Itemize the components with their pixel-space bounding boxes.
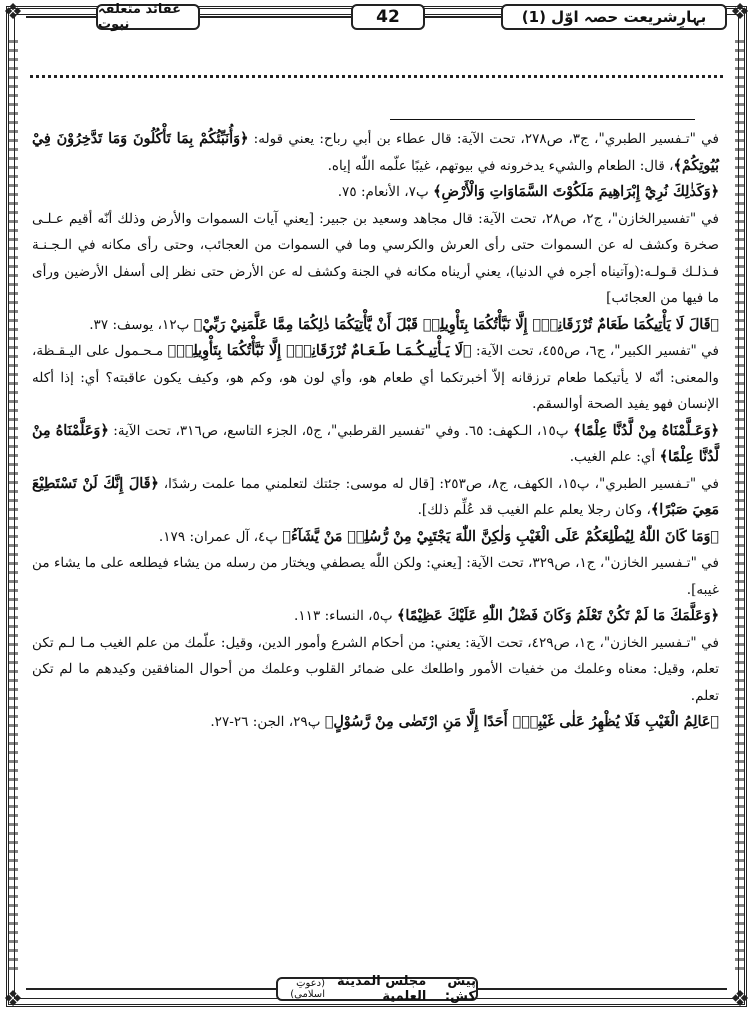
footnote-text: ، وكان رجلا يعلم علم الغيب قد عُلِّم ذلك]. xyxy=(417,502,651,518)
footnote-text: ، قال: الطعام والشيء يدخرونه في بيوتهم، غيبًا علّمه اللّٰه إياه. xyxy=(327,157,674,174)
book-title: بہارِشریعت حصہ اوّل (1) xyxy=(501,4,727,30)
left-border-ornament xyxy=(8,40,18,973)
footnote-paragraph xyxy=(32,179,719,206)
quran-verse: ﴿قَالَ لَا يَأْتِيكُمَا طَعَامٌ تُرْزَقَانِهٖٓ إِلَّا نَبَّأْتُكُمَا بِتَأْوِيلِهٖ قَبْلَ أَنْ يَّأْتِيَكُمَا ذٰلِكُمَا مِمَّا عَلَّمَنِيْ رَبِّيْ﴾ xyxy=(193,316,719,333)
footer-rule xyxy=(478,988,727,990)
quran-verse: ﴿وَعَلَّمَكَ مَا لَمْ تَكُنْ تَعْلَمُ وَكَانَ فَضْلُ اللّٰهِ عَلَيْكَ عَظِيْمًا﴾ xyxy=(397,608,719,624)
footnote-paragraph xyxy=(32,126,719,179)
footnote-paragraph xyxy=(32,709,719,736)
footnote-paragraph xyxy=(32,630,719,710)
corner-ornament-icon: ❖ xyxy=(730,987,750,1012)
footnote-paragraph xyxy=(32,524,719,551)
quran-verse: ﴿عَالِمُ الْغَيْبِ فَلَا يُظْهِرُ عَلٰى غَيْبِهٖٓ أَحَدًا إِلَّا مَنِ ارْتَضٰى مِنْ رَّسُوْلٍ﴾ xyxy=(324,714,719,730)
footnote-text: پ١٢، يوسف: ٣٧. xyxy=(89,316,194,333)
quran-verse: ﴿لَا يَـأْتِيـكُـمَـا طَـعَـامٌ تُرْزَقَانِهٖٓ إِلَّا نَبَّأْتُكُمَا بِتَأْوِيلِهٖ﴾ xyxy=(167,343,472,359)
footnote-paragraph xyxy=(32,603,719,630)
footnote-text: في "تـفسير الخازن"، ج١، ص٤٢٩، تحت الآية: يعني: من أحكام الشرع وأمور الدين، وقيل: علّمك من علم الغيب مـا لـم تكن تعلم، وقيل: معناه وعلمك من خفيات الأمور واطلعك على ضمائر القلوب وعلمك من أحوال المنافقين وكيدهم ما لم تكن تعلم. xyxy=(32,634,719,704)
header-rule xyxy=(26,16,96,18)
corner-ornament-icon: ❖ xyxy=(3,0,23,25)
publisher-note: (دعوتِ اسلامی) xyxy=(290,978,325,1000)
footnote-paragraph xyxy=(32,550,719,603)
quran-verse: ﴿قَالَ إِنَّكَ لَنْ تَسْتَطِيْعَ مَعِيَ صَبْرًا﴾ xyxy=(32,475,719,518)
right-border-ornament xyxy=(735,40,745,973)
footnote-paragraph xyxy=(32,471,719,524)
footnote-text: في "تـفسير الخازن"، ج١، ص٣٢٩، تحت الآية: [يعني: ولكن اللّٰه يصطفي ويختار من رسله من يشاء فيطلعه على ما يشاء من غيبه]. xyxy=(32,555,719,598)
page-footer xyxy=(26,974,727,1004)
footnote-text: في "تفسير الكبير"، ج٦، ص٤٥٥، تحت الآية: xyxy=(471,343,719,359)
footnote-text: في "تـفسير الطبري"، ج٣، ص٢٧٨، تحت الآية: قال عطاء بن أبي رباح: يعني قوله: xyxy=(248,131,719,147)
corner-ornament-icon: ❖ xyxy=(730,0,750,25)
footnote-paragraph xyxy=(32,338,719,418)
footnote-rule xyxy=(390,119,695,120)
dotted-divider xyxy=(30,75,723,78)
quran-verse: ﴿وَأُنَبِّئُكُمْ بِمَا تَأْكُلُونَ وَمَا تَدَّخِرُوْنَ فِيْ بُيُوتِكُمْ﴾ xyxy=(32,131,719,174)
header-rule xyxy=(425,16,501,18)
presenter-label: پیش کش: xyxy=(444,974,476,1004)
quran-verse: ﴿وَكَذٰلِكَ نُرِيْٓ إِبْرَاهِيمَ مَلَكُوْتَ السَّمَاوَاتِ وَالْأَرْضِ﴾ xyxy=(433,184,719,200)
chapter-title: عقائد متعلقہ نبوت xyxy=(96,4,200,30)
footnote-text: في "تفسيرالخازن"، ج٢، ص٢٨، تحت الآية: قال مجاهد وسعيد بن جبير: [يعني آيات السموات والأرض وذلك أنّه أقيم عـلـى صخرة وكشف له عن السموات حتى رأى العرش والكرسي وما في السموات من العجائب، وحتى رأى مكانه في الـجـنـة فـذلـك قـولـه:(وآتيناه أجره في الدنيا)، يعني أريناه مكانه في الجنة وكشف له عن الأرض حتى نظر إلى أسفل الأرضين ورأى ما فيها من العجائب] xyxy=(32,210,719,306)
footer-rule xyxy=(26,988,276,990)
footnote-text: پ٢٩، الجن: ٢٦-٢٧. xyxy=(210,714,325,730)
footnotes-body xyxy=(32,126,719,736)
footnote-text: مـحـمول على اليـقـظة، والمعنى: أنّه لا يأتيكما طعام ترزقانه إلاّ أخبرتكما أي طعام هو، وأي لون هو، وكم هو، وكيف يكون عاقبته؟ أي: إذا أكله الإنسان فهو يفيد الصحة أوالسقم. xyxy=(32,343,719,412)
quran-verse: ﴿وَمَا كَانَ اللّٰهُ لِيُطْلِعَكُمْ عَلَى الْغَيْبِ وَلٰكِنَّ اللّٰهَ يَجْتَبِيْ مِنْ رُّسُلِهٖ مَنْ يَّشَآءُ﴾ xyxy=(282,528,719,545)
footnote-text: پ٥، النساء: ١١٣. xyxy=(294,608,398,624)
footnote-text: پ٧، الأنعام: ٧٥. xyxy=(337,184,434,200)
footnote-paragraph xyxy=(32,206,719,312)
footnote-paragraph xyxy=(32,418,719,471)
publisher-box xyxy=(276,974,478,1004)
page-number: 42 xyxy=(351,4,425,30)
corner-ornament-icon: ❖ xyxy=(3,987,23,1012)
footnote-text: پ١٥، الـكهف: ٦٥. وفي "تفسير القرطبي"، ج٥، الجزء التاسع، ص٣١٦، تحت الآية: xyxy=(108,422,574,439)
footnote-paragraph xyxy=(32,312,719,339)
footnote-text: أي: علم الغيب. xyxy=(569,449,660,465)
header-rule xyxy=(200,16,351,18)
publisher-name: مجلس المدينة العلمية xyxy=(337,974,427,1004)
footnote-text: پ٤، آل عمران: ١٧٩. xyxy=(158,528,283,545)
quran-verse: ﴿وَعَـلَّمْنَاهُ مِنْ لَّدُنَّا عِلْمًا﴾ xyxy=(573,422,719,439)
footnote-text: في "تـفسير الطبري"، پ١٥، الكهف، ج٨، ص٢٥٣: [قال له موسى: جئتك لتعلمني مما علمت رشدًا، xyxy=(158,475,719,492)
page-header xyxy=(26,4,727,32)
quran-verse: ﴿وَعَلَّمْنَاهُ مِنْ لَّدُنَّا عِلْمًا﴾ xyxy=(32,422,719,465)
